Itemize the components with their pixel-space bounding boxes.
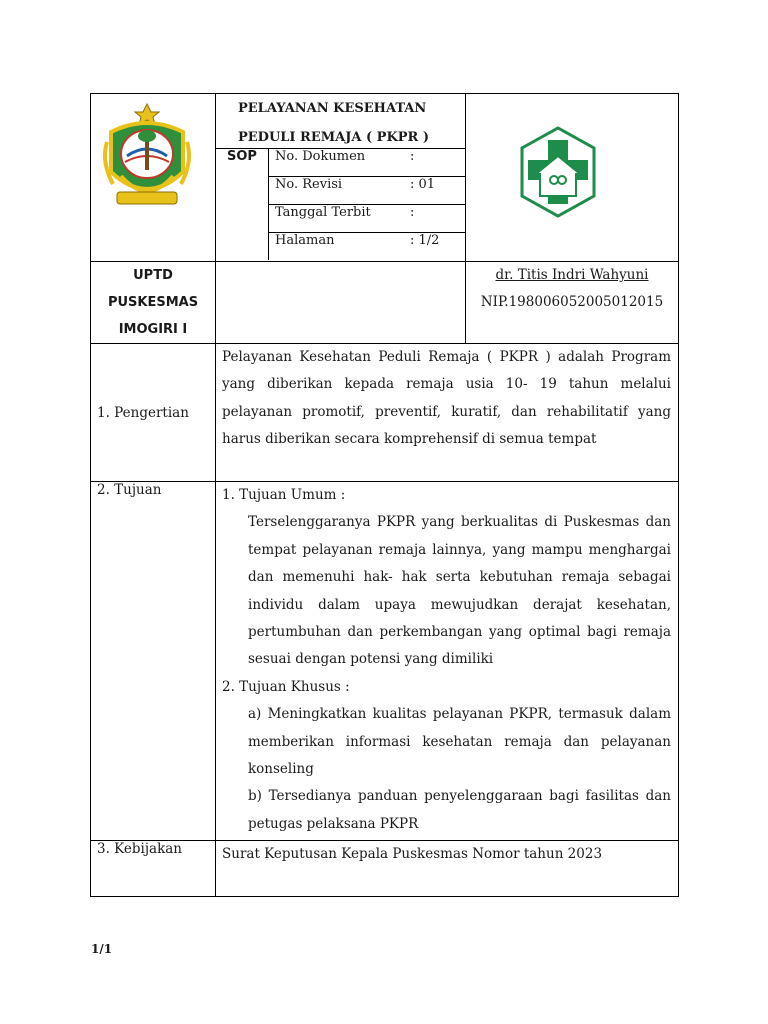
tujuan-umum-heading: 1. Tujuan Umum : [222,487,346,503]
sop-table [90,93,679,897]
label-text: 3. Kebijakan [97,841,183,858]
sop-label: SOP [216,149,269,261]
page-number: 1/1 [91,942,113,956]
signer-name: dr. Titis Indri Wahyuni [495,267,649,283]
field-key: No. Revisi [275,177,343,192]
section-content-pengertian [216,344,679,482]
title-line-1: PELAYANAN KESEHATAN [238,101,427,116]
document-title [216,94,465,148]
signature-cell [466,262,679,344]
label-text: 2. Tujuan [97,482,162,498]
org-line-2: PUSKESMAS [107,295,199,310]
org-line-1: UPTD [133,268,173,283]
document-info-table [216,148,465,260]
sop-document [90,93,678,897]
pengertian-text: Pelayanan Kesehatan Peduli Remaja ( PKPR ) adalah Program yang diberikan kepada remaja usia 10- 19 tahun melalui pelayanan promotif, preventif, kuratif, dan rehabilitatif yang harus diberikan secara komprehensif di semua tempat [222,349,671,448]
field-value: : 01 [410,177,436,192]
label-text: 1. Pengertian [97,404,189,421]
info-row-tanggal [269,205,466,233]
field-key: Halaman [275,233,335,248]
field-value: : [410,205,415,220]
field-key: No. Dokumen [275,149,366,164]
right-logo-cell [466,94,679,262]
org-line-3: IMOGIRI I [118,322,188,337]
tujuan-khusus-b: b) Tersedianya panduan penyelenggaraan bagi fasilitas dan petugas pelaksana PKPR [248,788,671,832]
puskesmas-logo-icon [518,126,598,218]
field-value: : 1/2 [410,233,440,248]
left-logo-cell [91,94,216,262]
field-value: : [410,149,415,164]
field-key: Tanggal Terbit [275,205,371,220]
kebijakan-text: Surat Keputusan Kepala Puskesmas Nomor tahun 2023 [222,846,603,863]
section-content-tujuan [216,482,679,841]
empty-cell [216,262,466,344]
title-cell [216,94,466,262]
info-row-halaman [269,233,466,261]
tujuan-umum-text: Terselenggaranya PKPR yang berkualitas di Puskesmas dan tempat pelayanan remaja lainnya, yang mampu menghargai dan memenuhi hak- hak serta kebutuhan remaja sebagai individu dalam upaya mewujudkan derajat kesehatan, pertumbuhan dan perkembangan yang optimal bagi remaja sesuai dengan potensi yang dimiliki [248,514,671,668]
info-row-nomor [269,149,466,177]
title-line-2: PEDULI REMAJA ( PKPR ) [238,130,430,145]
section-label-tujuan [91,482,216,841]
tujuan-khusus-heading: 2. Tujuan Khusus : [222,678,350,695]
tujuan-khusus-a: a) Meningkatkan kualitas pelayanan PKPR, termasuk dalam memberikan informasi kesehatan remaja dan pelayanan konseling [248,706,671,778]
section-label-pengertian [91,344,216,482]
section-content-kebijakan [216,841,679,897]
organization-cell [91,262,216,344]
info-row-revisi [269,177,466,205]
regency-emblem-icon [99,102,195,212]
section-label-kebijakan [91,841,216,897]
signer-nip: NIP.198006052005012015 [480,294,664,310]
